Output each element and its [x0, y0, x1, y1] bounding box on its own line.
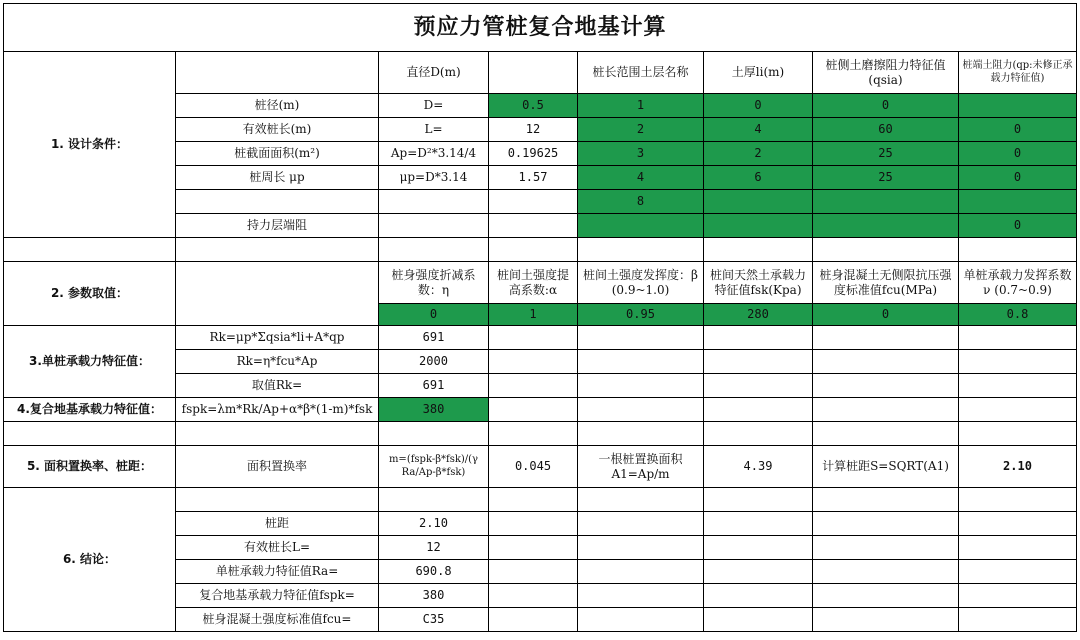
cell[interactable] [813, 488, 959, 512]
layer-thickness[interactable] [704, 190, 813, 214]
cell[interactable] [959, 374, 1077, 398]
cell[interactable] [813, 608, 959, 632]
cell[interactable] [704, 608, 813, 632]
layer-qp[interactable]: 0 [959, 142, 1077, 166]
cell[interactable] [489, 326, 578, 350]
cell[interactable] [379, 488, 489, 512]
cell[interactable] [813, 512, 959, 536]
cell[interactable] [578, 608, 704, 632]
layer-name[interactable]: 8 [578, 190, 704, 214]
conclusion-value[interactable]: C35 [379, 608, 489, 632]
row-name[interactable]: 桩周长 μp [176, 166, 379, 190]
layer-qsia[interactable]: 25 [813, 142, 959, 166]
cell[interactable] [704, 422, 813, 446]
conclusion-name[interactable]: 桩距 [176, 512, 379, 536]
replacement-area-label[interactable]: 一根桩置换面积 A1=Ap/m [578, 446, 704, 488]
layer-qsia[interactable]: 0 [813, 94, 959, 118]
cell[interactable] [578, 512, 704, 536]
spacing-value[interactable]: 2.10 [959, 446, 1077, 488]
param-alpha[interactable]: 1 [489, 304, 578, 326]
cell[interactable] [489, 512, 578, 536]
layer-thickness[interactable]: 2 [704, 142, 813, 166]
cell[interactable] [489, 350, 578, 374]
cell[interactable] [704, 488, 813, 512]
calculation-sheet [3, 3, 1076, 635]
fspk-value[interactable]: 380 [379, 398, 489, 422]
param-header[interactable]: 单桩承载力发挥系数ν (0.7~0.9) [959, 262, 1077, 304]
cell[interactable] [176, 262, 379, 326]
cell[interactable] [959, 326, 1077, 350]
row-name[interactable]: 桩径(m) [176, 94, 379, 118]
cell[interactable] [176, 422, 379, 446]
row-formula[interactable]: D= [379, 94, 489, 118]
calc-table [3, 3, 1077, 632]
cell[interactable] [813, 350, 959, 374]
cell[interactable] [176, 52, 379, 94]
header-qp[interactable]: 桩端土阻力(qp:未修正承载力特征值) [959, 52, 1077, 94]
cell[interactable] [176, 488, 379, 512]
cell[interactable] [578, 422, 704, 446]
cell[interactable] [578, 374, 704, 398]
section-1-label: 1. 设计条件： [4, 52, 176, 238]
conclusion-value[interactable]: 12 [379, 536, 489, 560]
header-thickness[interactable]: 土厚li(m) [704, 52, 813, 94]
section-5-label: 5. 面积置换率、桩距： [4, 446, 176, 488]
conclusion-name[interactable]: 有效桩长L= [176, 536, 379, 560]
cell[interactable] [704, 350, 813, 374]
cell[interactable] [379, 422, 489, 446]
section-2-label: 2. 参数取值： [4, 262, 176, 326]
layer-name[interactable] [578, 214, 704, 238]
header-diameter[interactable]: 直径D(m) [379, 52, 489, 94]
section-6-label: 6. 结论： [4, 488, 176, 632]
cell[interactable] [489, 584, 578, 608]
cell[interactable] [578, 560, 704, 584]
row-formula[interactable]: L= [379, 118, 489, 142]
cell[interactable] [4, 238, 176, 262]
cell[interactable] [489, 608, 578, 632]
cell[interactable] [578, 398, 704, 422]
conclusion-value[interactable]: 2.10 [379, 512, 489, 536]
layer-qsia[interactable]: 60 [813, 118, 959, 142]
param-fcu[interactable]: 0 [813, 304, 959, 326]
fspk-formula[interactable]: fspk=λm*Rk/Ap+α*β*(1-m)*fsk [176, 398, 379, 422]
cell[interactable] [379, 238, 489, 262]
perimeter-value[interactable]: 1.57 [489, 166, 578, 190]
layer-qp[interactable] [959, 94, 1077, 118]
cell[interactable] [959, 350, 1077, 374]
layer-name[interactable]: 4 [578, 166, 704, 190]
layer-qp[interactable]: 0 [959, 166, 1077, 190]
rk-value[interactable]: 691 [379, 374, 489, 398]
input-diameter[interactable]: 0.5 [489, 94, 578, 118]
layer-thickness[interactable]: 4 [704, 118, 813, 142]
pile-length-value[interactable]: 12 [489, 118, 578, 142]
layer-qp[interactable]: 0 [959, 118, 1077, 142]
cell[interactable] [704, 374, 813, 398]
cell[interactable] [959, 608, 1077, 632]
layer-thickness[interactable]: 6 [704, 166, 813, 190]
cell[interactable] [489, 238, 578, 262]
cell[interactable] [704, 560, 813, 584]
rk-value[interactable]: 2000 [379, 350, 489, 374]
conclusion-name[interactable]: 桩身混凝土强度标准值fcu= [176, 608, 379, 632]
cell[interactable] [578, 536, 704, 560]
replacement-rate-label[interactable]: 面积置换率 [176, 446, 379, 488]
param-header[interactable]: 桩间土强度发挥度：β (0.9~1.0) [578, 262, 704, 304]
cell[interactable] [959, 512, 1077, 536]
param-header[interactable]: 桩间土强度提高系数:α [489, 262, 578, 304]
layer-thickness[interactable] [704, 214, 813, 238]
conclusion-value[interactable]: 380 [379, 584, 489, 608]
row-name[interactable]: 桩截面面积(m²) [176, 142, 379, 166]
cell[interactable] [489, 536, 578, 560]
param-fsk[interactable]: 280 [704, 304, 813, 326]
conclusion-name[interactable]: 复合地基承载力特征值fspk= [176, 584, 379, 608]
replacement-area-value[interactable]: 4.39 [704, 446, 813, 488]
cell[interactable] [813, 560, 959, 584]
row-formula[interactable] [379, 214, 489, 238]
cell[interactable] [489, 422, 578, 446]
cell[interactable] [813, 422, 959, 446]
cell[interactable] [813, 238, 959, 262]
cell[interactable] [578, 326, 704, 350]
area-value[interactable]: 0.19625 [489, 142, 578, 166]
header-qsia[interactable]: 桩侧土磨擦阻力特征值(qsia) [813, 52, 959, 94]
cell[interactable] [959, 422, 1077, 446]
row-formula[interactable]: μp=D*3.14 [379, 166, 489, 190]
cell[interactable] [959, 238, 1077, 262]
conclusion-value[interactable]: 690.8 [379, 560, 489, 584]
cell[interactable] [578, 350, 704, 374]
row-name[interactable] [176, 190, 379, 214]
layer-qsia[interactable] [813, 214, 959, 238]
section-4-label: 4.复合地基承载力特征值： [4, 398, 176, 422]
row-name[interactable]: 有效桩长(m) [176, 118, 379, 142]
sheet-title: 预应力管桩复合地基计算 [4, 4, 1077, 52]
param-header[interactable]: 桩身混凝土无侧限抗压强度标准值fcu(MPa) [813, 262, 959, 304]
cell[interactable] [704, 398, 813, 422]
layer-name[interactable]: 2 [578, 118, 704, 142]
layer-name[interactable]: 3 [578, 142, 704, 166]
section-3-label: 3.单桩承载力特征值： [4, 326, 176, 398]
cell[interactable] [4, 422, 176, 446]
param-header[interactable]: 桩间天然土承载力特征值fsk(Kpa) [704, 262, 813, 304]
param-nu[interactable]: 0.8 [959, 304, 1077, 326]
param-beta[interactable]: 0.95 [578, 304, 704, 326]
rk-value[interactable]: 691 [379, 326, 489, 350]
spacing-formula-label[interactable]: 计算桩距S=SQRT(A1) [813, 446, 959, 488]
cell[interactable] [176, 238, 379, 262]
conclusion-name[interactable]: 单桩承载力特征值Ra= [176, 560, 379, 584]
cell[interactable] [489, 190, 578, 214]
cell[interactable] [813, 536, 959, 560]
cell[interactable] [704, 238, 813, 262]
layer-thickness[interactable]: 0 [704, 94, 813, 118]
cell[interactable] [813, 374, 959, 398]
cell[interactable] [489, 560, 578, 584]
cell[interactable] [813, 398, 959, 422]
header-layer-name[interactable]: 桩长范围土层名称 [578, 52, 704, 94]
row-formula[interactable] [379, 190, 489, 214]
layer-qp[interactable]: 0 [959, 214, 1077, 238]
layer-qsia[interactable] [813, 190, 959, 214]
rk-formula[interactable]: Rk=μp*Σqsia*li+A*qp [176, 326, 379, 350]
replacement-rate-value[interactable]: 0.045 [489, 446, 578, 488]
layer-qp[interactable] [959, 190, 1077, 214]
cell[interactable] [704, 536, 813, 560]
cell[interactable] [959, 560, 1077, 584]
cell[interactable] [959, 398, 1077, 422]
param-eta[interactable]: 0 [379, 304, 489, 326]
cell[interactable] [578, 238, 704, 262]
cell[interactable] [704, 512, 813, 536]
cell[interactable] [959, 536, 1077, 560]
cell[interactable] [813, 326, 959, 350]
param-header[interactable]: 桩身强度折减系数：η [379, 262, 489, 304]
row-formula[interactable]: Ap=D²*3.14/4 [379, 142, 489, 166]
cell[interactable] [959, 488, 1077, 512]
cell[interactable] [489, 398, 578, 422]
layer-qsia[interactable]: 25 [813, 166, 959, 190]
cell[interactable] [578, 488, 704, 512]
rk-formula[interactable]: 取值Rk= [176, 374, 379, 398]
cell[interactable] [704, 584, 813, 608]
layer-name[interactable]: 1 [578, 94, 704, 118]
cell[interactable] [578, 584, 704, 608]
cell[interactable] [489, 214, 578, 238]
cell[interactable] [959, 584, 1077, 608]
row-name[interactable]: 持力层端阻 [176, 214, 379, 238]
rk-formula[interactable]: Rk=η*fcu*Ap [176, 350, 379, 374]
cell[interactable] [489, 52, 578, 94]
cell[interactable] [489, 488, 578, 512]
cell[interactable] [813, 584, 959, 608]
cell[interactable] [704, 326, 813, 350]
cell[interactable] [489, 374, 578, 398]
replacement-rate-formula[interactable]: m=(fspk-β*fsk)/(γ Ra/Ap-β*fsk) [379, 446, 489, 488]
